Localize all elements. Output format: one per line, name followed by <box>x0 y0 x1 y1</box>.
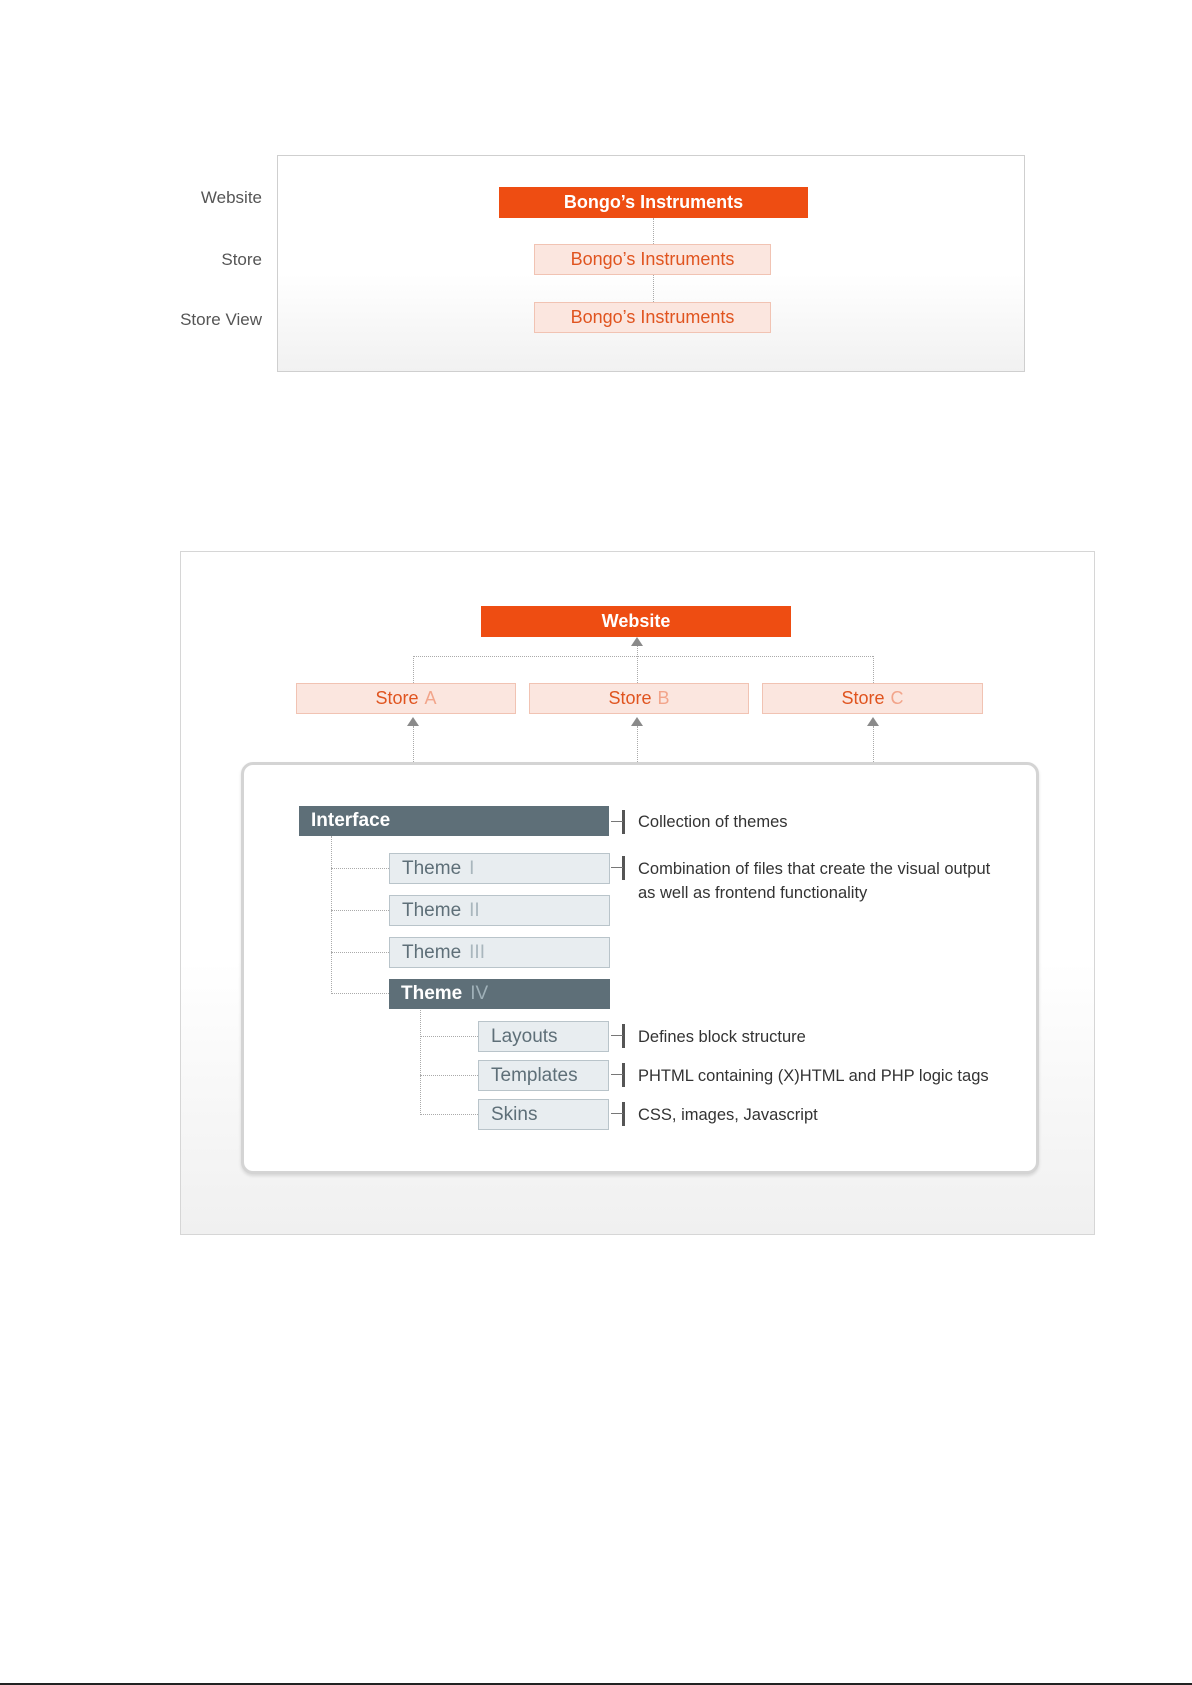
store-a-box <box>296 683 516 714</box>
level-label-store: Store <box>221 250 262 269</box>
bracket-icon <box>611 1063 625 1087</box>
bracket-icon <box>611 1024 625 1048</box>
templates-box: Templates <box>478 1060 609 1091</box>
tree-line <box>420 1010 421 1115</box>
store-connector-horizontal <box>413 656 873 657</box>
store-box: Bongo’s Instruments <box>534 244 771 275</box>
skins-description: CSS, images, Javascript <box>638 1106 818 1124</box>
theme-2-box <box>389 895 610 926</box>
connector-line <box>873 656 874 683</box>
theme-description-line-2: as well as frontend functionality <box>638 884 868 902</box>
layouts-description: Defines block structure <box>638 1028 806 1046</box>
tree-line <box>331 868 389 869</box>
tree-line <box>331 910 389 911</box>
arrow-up-icon <box>867 717 879 726</box>
store-name: Store <box>375 688 419 708</box>
tree-line <box>331 836 332 994</box>
bracket-icon <box>611 810 625 834</box>
theme-number: IV <box>470 983 489 1004</box>
store-suffix: A <box>424 688 437 708</box>
level-label-website: Website <box>200 188 262 207</box>
skins-box: Skins <box>478 1099 609 1130</box>
store-suffix: C <box>890 688 904 708</box>
website-box: Website <box>481 606 791 637</box>
bracket-icon <box>611 856 625 880</box>
theme-name: Theme <box>402 899 462 921</box>
theme-number: I <box>469 857 475 879</box>
connector-line <box>413 726 414 764</box>
theme-number: II <box>469 899 480 921</box>
arrow-up-icon <box>631 717 643 726</box>
theme-4-box <box>389 979 610 1009</box>
store-b-box <box>529 683 749 714</box>
theme-name: Theme <box>402 857 462 879</box>
store-name: Store <box>841 688 885 708</box>
tree-line <box>420 1075 478 1076</box>
layouts-box: Layouts <box>478 1021 609 1052</box>
level-label-store-view: Store View <box>180 310 262 329</box>
connector-line <box>637 726 638 764</box>
website-box: Bongo’s Instruments <box>499 187 808 218</box>
theme-3-box <box>389 937 610 968</box>
connector-line <box>873 726 874 764</box>
store-name: Store <box>608 688 652 708</box>
tree-line <box>331 952 389 953</box>
arrow-up-icon <box>631 637 643 646</box>
store-view-box: Bongo’s Instruments <box>534 302 771 333</box>
tree-line <box>331 993 389 994</box>
bracket-icon <box>611 1102 625 1126</box>
theme-number: III <box>469 941 485 963</box>
templates-description: PHTML containing (X)HTML and PHP logic tags <box>638 1067 989 1085</box>
theme-name: Theme <box>401 983 463 1004</box>
store-suffix: B <box>657 688 670 708</box>
theme-name: Theme <box>402 941 462 963</box>
connector-line <box>413 656 414 683</box>
interface-description: Collection of themes <box>638 813 788 831</box>
store-c-box <box>762 683 983 714</box>
theme-description-line-1: Combination of files that create the visual output <box>638 860 991 878</box>
interface-box: Interface <box>299 806 609 836</box>
theme-1-box <box>389 853 610 884</box>
connector-line <box>637 645 638 683</box>
arrow-up-icon <box>407 717 419 726</box>
tree-line <box>420 1036 478 1037</box>
tree-line <box>420 1114 478 1115</box>
